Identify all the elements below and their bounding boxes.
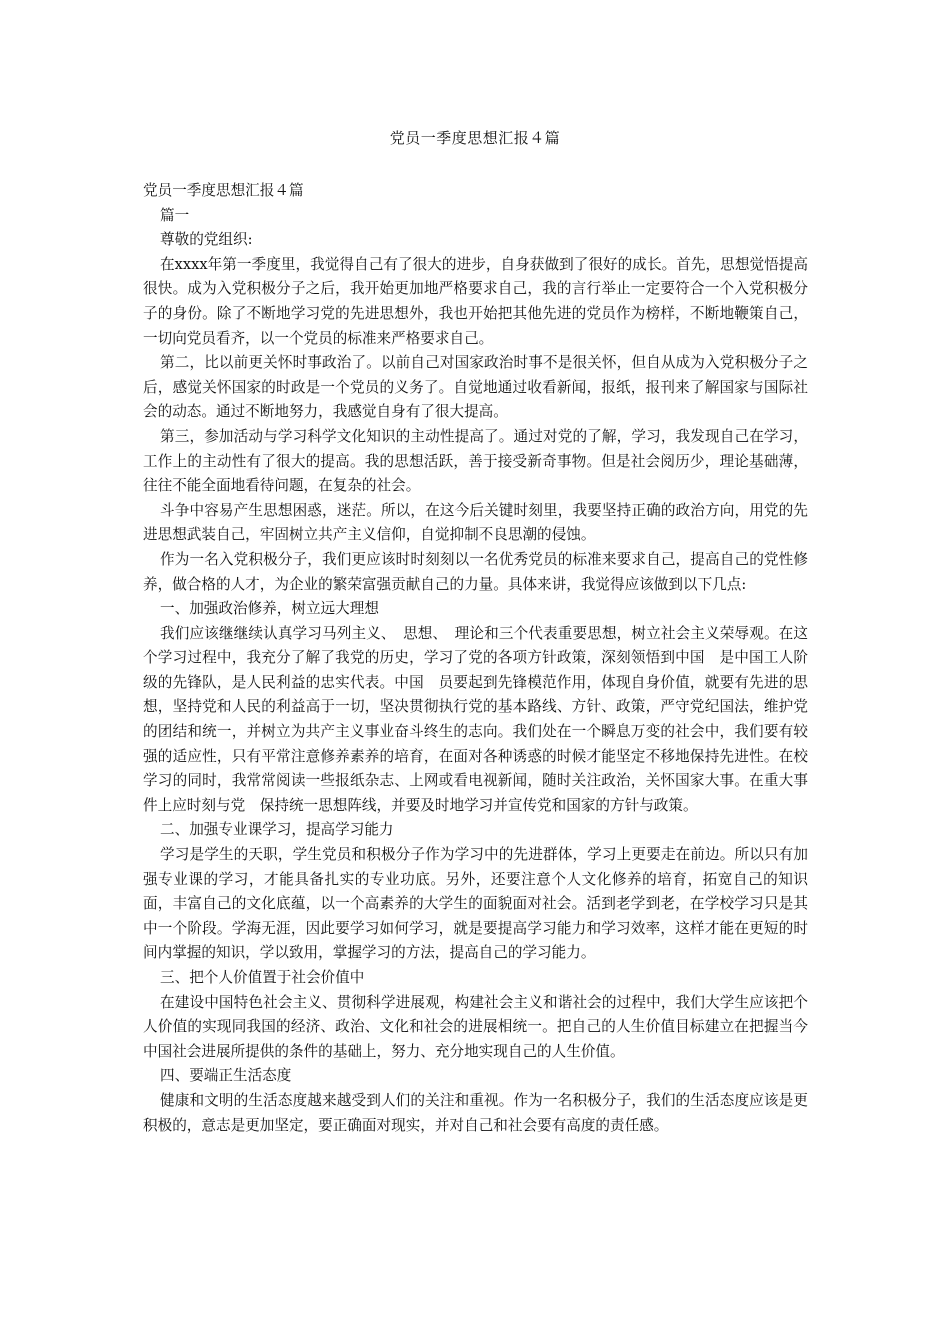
body-paragraph: 在建设中国特色社会主义、贯彻科学进展观，构建社会主义和谐社会的过程中，我们大学生应该把个人价值的实现同我国的经济、政治、文化和社会的进展相统一。把自己的人生价值目标建立在把握当今中国社会进展所提供的条件的基础上，努力、充分地实现自己的人生价值。 bbox=[143, 993, 808, 1060]
body-paragraph: 作为一名入党积极分子，我们更应该时时刻刻以一名优秀党员的标准来要求自己，提高自己的党性修养，做合格的人才，为企业的繁荣富强贡献自己的力量。具体来讲，我觉得应该做到以下几点: bbox=[143, 550, 808, 593]
body-paragraph: 在xxxx年第一季度里，我觉得自己有了很大的进步，自身获做到了很好的成长。首先，思想觉悟提高很快。成为入党积极分子之后，我开始更加地严格要求自己，我的言行举止一定要符合一个入党积极分子的身份。除了不断地学习党的先进思想外，我也开始把其他先进的党员作为榜样，不断地鞭策自己，一切向党员看齐，以一个党员的标准来严格要求自己。 bbox=[143, 255, 808, 347]
salutation: 尊敬的党组织: bbox=[160, 231, 253, 249]
document-body bbox=[143, 179, 808, 1138]
body-paragraph: 第二，比以前更关怀时事政治了。以前自己对国家政治时事不是很关怀，但自从成为入党积极分子之后，感觉关怀国家的时政是一个党员的义务了。自觉地通过收看新闻，报纸，报刊来了解国家与国际社会的动态。通过不断地努力，我感觉自身有了很大提高。 bbox=[143, 354, 808, 421]
section-heading: 三、把个人价值置于社会价值中 bbox=[160, 969, 365, 986]
body-paragraph: 学习是学生的天职，学生党员和积极分子作为学习中的先进群体，学习上更要走在前边。所以只有加强专业课的学习，才能具备扎实的专业功底。另外，还要注意个人文化修养的培育，拓宽自己的知识面，丰富自己的文化底蕴，以一个高素养的大学生的面貌面对社会。活到老学到老，在学校学习只是其中一个阶段。学海无涯，因此要学习如何学习，就是要提高学习能力和学习效率，这样才能在更短的时间内掌握的知识，学以致用，掌握学习的方法，提高自己的学习能力。 bbox=[143, 846, 808, 962]
body-paragraph: 第三，参加活动与学习科学文化知识的主动性提高了。通过对党的了解，学习，我发现自己在学习，工作上的主动性有了很大的提高。我的思想活跃，善于接受新奇事物。但是社会阅历少，理论基础薄，往往不能全面地看待问题，在复杂的社会。 bbox=[143, 427, 808, 495]
document-subtitle: 党员一季度思想汇报４篇 bbox=[143, 182, 304, 199]
section-heading: 二、加强专业课学习，提高学习能力 bbox=[160, 821, 394, 839]
section-heading: 四、要端正生活态度 bbox=[160, 1067, 292, 1085]
section-label: 篇一 bbox=[160, 206, 190, 224]
document-title: 党员一季度思想汇报４篇 bbox=[389, 129, 561, 147]
section-heading: 一、加强政治修养，树立远大理想 bbox=[160, 600, 379, 618]
body-paragraph: 我们应该继继续认真学习马列主义、 思想、 理论和三个代表重要思想，树立社会主义荣辱观。在这个学习过程中，我充分了解了我党的历史，学习了党的各项方针政策，深刻领悟到中国 是中国工人阶级的先锋队，是人民利益的忠实代表。中国 员要起到先锋模范作用，体现自身价值，就要有先进的思想，坚持党和人民的利益高于一切，坚决贯彻执行党的基本路线、方针、政策，严守党纪国法，维护党的团结和统一，并树立为共产主义事业奋斗终生的志向。我们处在一个瞬息万变的社会中，我们要有较强的适应性，只有平常注意修养素养的培育，在面对各种诱惑的时候才能坚定不移地保持先进性。在校学习的同时，我常常阅读一些报纸杂志、上网或看电视新闻，随时关注政治，关怀国家大事。在重大事件上应时刻与党 保持统一思想阵线，并要及时地学习并宣传党和国家的方针与政策。 bbox=[143, 624, 808, 814]
body-paragraph: 健康和文明的生活态度越来越受到人们的关注和重视。作为一名积极分子，我们的生活态度应该是更积极的，意志是更加坚定，要正确面对现实，并对自己和社会要有高度的责任感。 bbox=[143, 1091, 808, 1134]
body-paragraph: 斗争中容易产生思想困惑，迷茫。所以，在这今后关键时刻里，我要坚持正确的政治方向，用党的先进思想武装自己，牢固树立共产主义信仰，自觉抑制不良思潮的侵蚀。 bbox=[143, 501, 808, 544]
